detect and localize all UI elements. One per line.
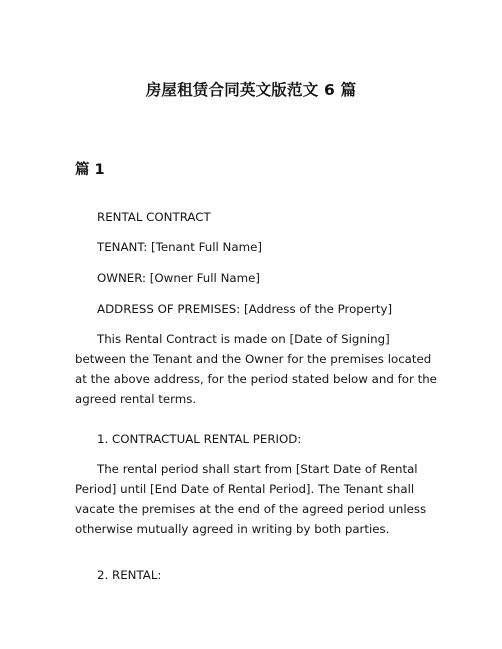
premises-address-line: ADDRESS OF PREMISES: [Address of the Property] <box>97 302 393 316</box>
clause-2-heading: 2. RENTAL: <box>97 568 162 582</box>
tenant-line: TENANT: [Tenant Full Name] <box>97 240 262 254</box>
intro-paragraph: This Rental Contract is made on [Date of Signing] between the Tenant and the Owner for the premises located at the above address, for the period stated below and for the agreed rental terms. <box>75 332 437 406</box>
contract-heading: RENTAL CONTRACT <box>97 210 211 224</box>
clause-1-heading: 1. CONTRACTUAL RENTAL PERIOD: <box>97 432 302 446</box>
owner-line: OWNER: [Owner Full Name] <box>97 271 260 285</box>
clause-1-body: The rental period shall start from [Start Date of Rental Period] until [End Date of Rental Period]. The Tenant shall vacate the premises at the end of the agreed period unless otherwise mutually agreed in writing by both parties. <box>75 462 427 536</box>
section-heading: 篇 1 <box>75 162 105 178</box>
document-title: 房屋租赁合同英文版范文 6 篇 <box>145 81 357 99</box>
